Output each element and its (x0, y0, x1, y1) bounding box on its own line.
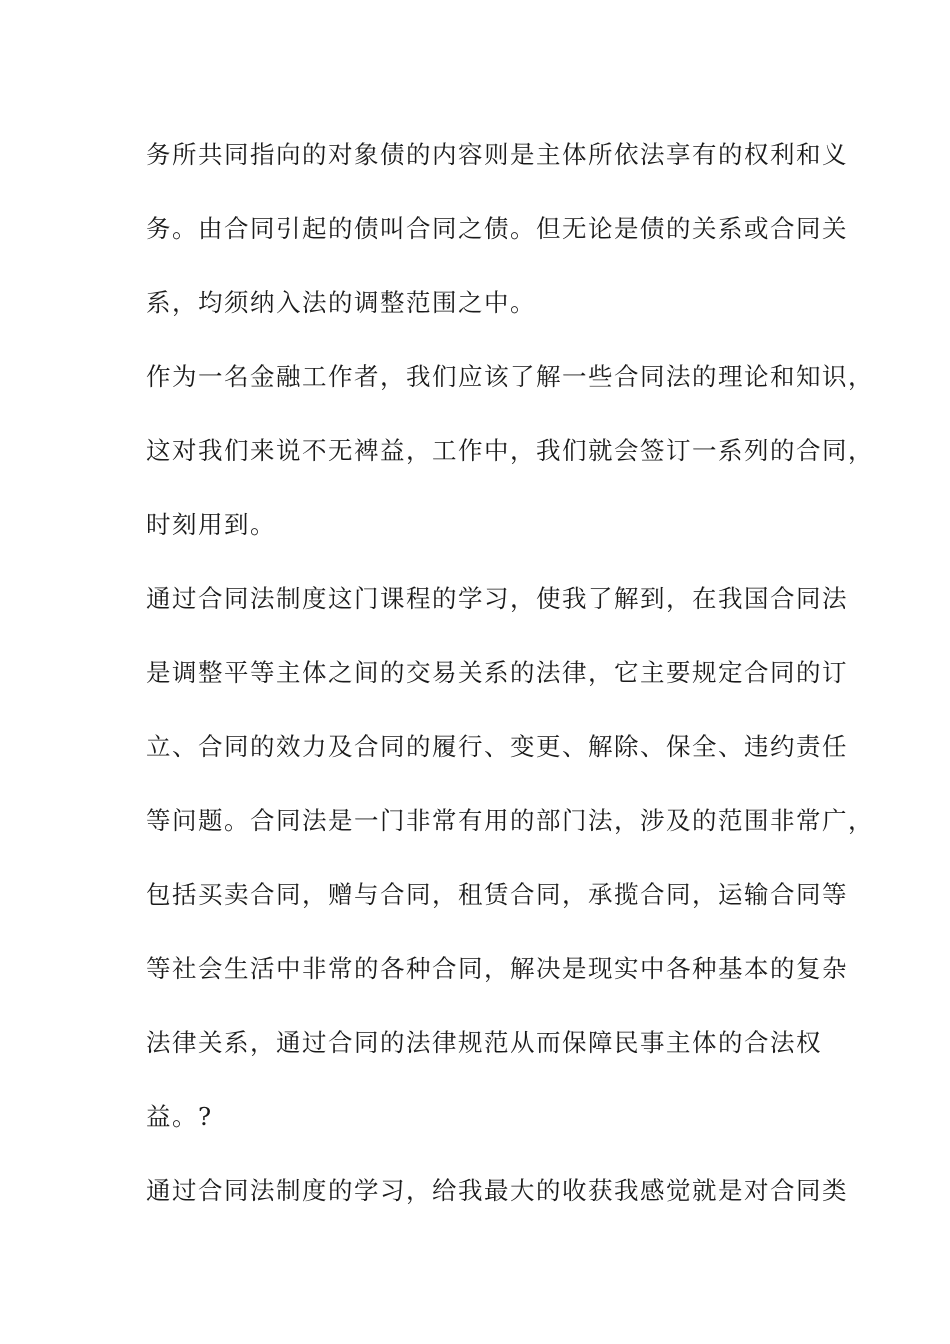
text-line: 时刻用到。 (146, 510, 276, 539)
text-line: 是调整平等主体之间的交易关系的法律，它主要规定合同的订 (146, 658, 848, 687)
document-body (146, 131, 874, 1241)
text-line: 等社会生活中非常的各种合同，解决是现实中各种基本的复杂 (146, 954, 848, 983)
text-line: 包括买卖合同，赠与合同，租赁合同，承揽合同，运输合同等 (146, 880, 848, 909)
text-line: 益。? (146, 1102, 213, 1131)
text-line: 作为一名金融工作者，我们应该了解一些合同法的理论和知识， (146, 362, 874, 391)
text-line: 法律关系，通过合同的法律规范从而保障民事主体的合法权 (146, 1028, 822, 1057)
text-line: 务。由合同引起的债叫合同之债。但无论是债的关系或合同关 (146, 214, 848, 243)
text-line: 等问题。合同法是一门非常有用的部门法，涉及的范围非常广， (146, 806, 874, 835)
text-line: 务所共同指向的对象债的内容则是主体所依法享有的权利和义 (146, 140, 848, 169)
text-line: 通过合同法制度的学习，给我最大的收获我感觉就是对合同类 (146, 1176, 848, 1205)
text-line: 通过合同法制度这门课程的学习，使我了解到，在我国合同法 (146, 584, 848, 613)
text-line: 立、合同的效力及合同的履行、变更、解除、保全、违约责任 (146, 732, 848, 761)
text-line: 系，均须纳入法的调整范围之中。 (146, 288, 536, 317)
text-line: 这对我们来说不无裨益，工作中，我们就会签订一系列的合同， (146, 436, 874, 465)
